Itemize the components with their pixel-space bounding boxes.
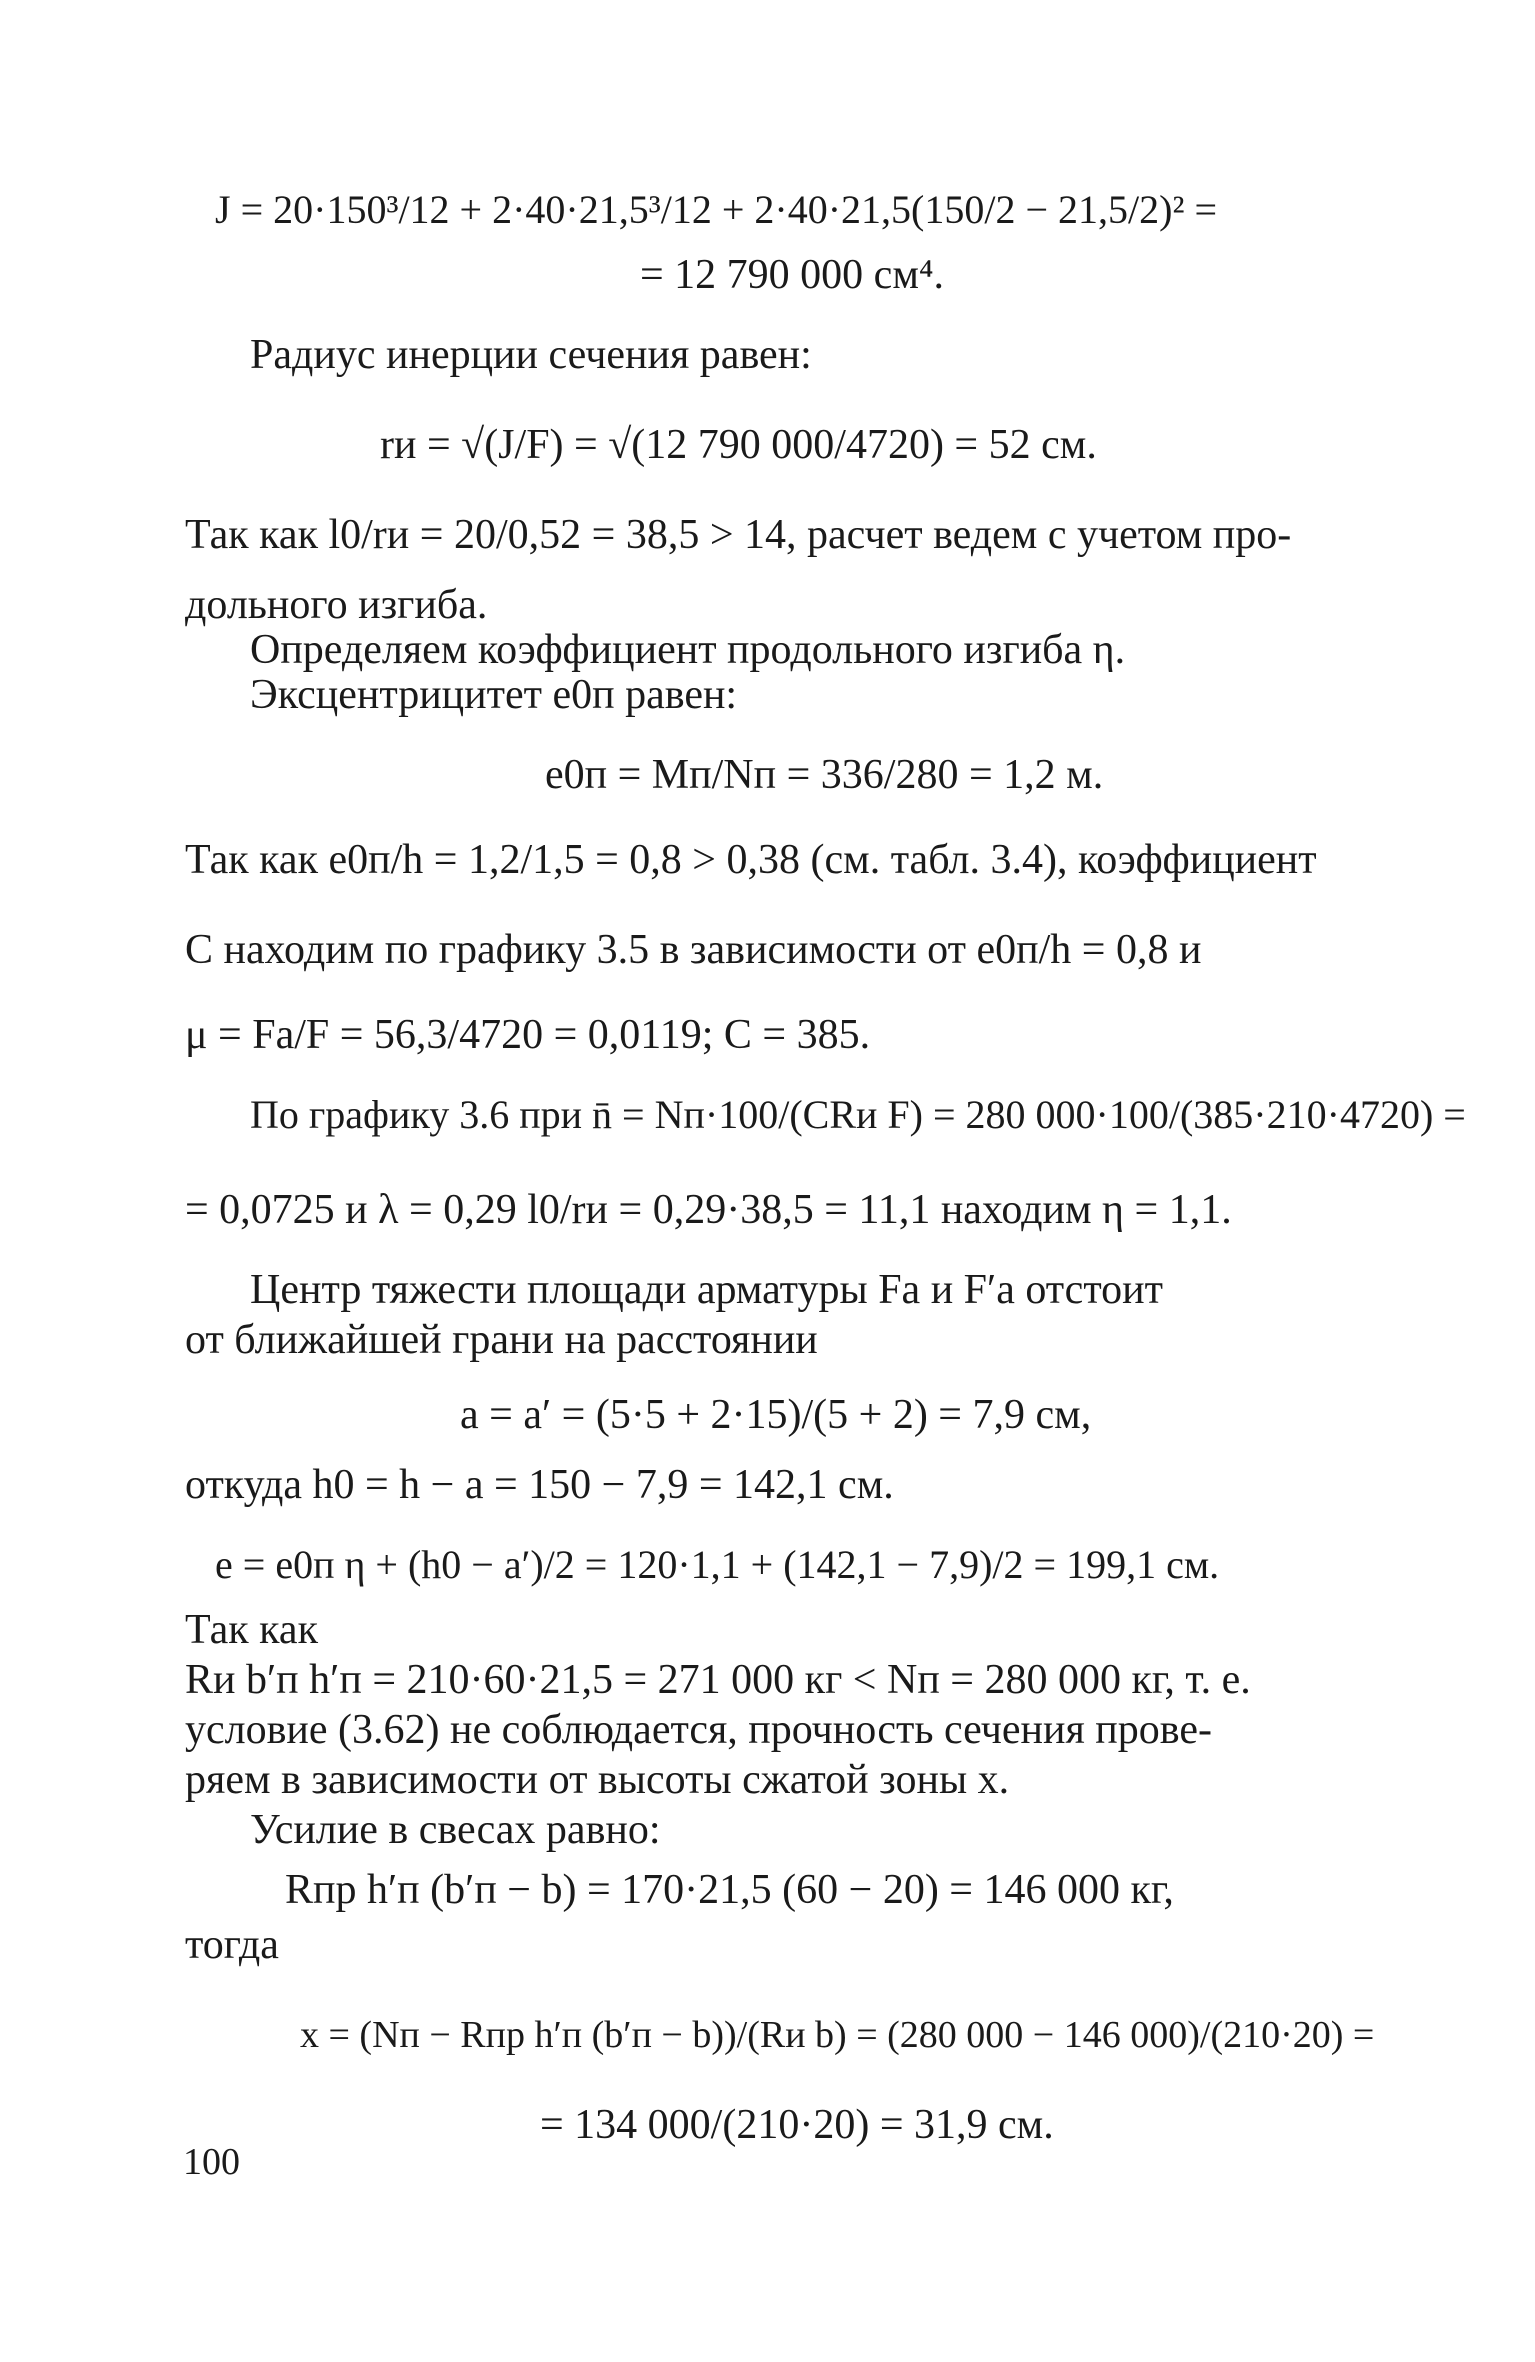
paragraph-since: Так как: [185, 1607, 318, 1653]
paragraph-rb: Rи b′п h′п = 210·60·21,5 = 271 000 кг < Nп = 280 000 кг, т. е.: [185, 1657, 1251, 1703]
page-number: 100: [183, 2141, 240, 2183]
paragraph-graph36: По графику 3.6 при n̄ = Nп·100/(CRи F) = 280 000·100/(385·210·4720) =: [250, 1092, 1466, 1137]
paragraph-determine-eta: Определяем коэффициент продольного изгиба η.: [250, 627, 1126, 673]
equation-a: a = a′ = (5·5 + 2·15)/(5 + 2) = 7,9 см,: [460, 1392, 1092, 1438]
paragraph-condition: условие (3.62) не соблюдается, прочность сечения прове-: [185, 1707, 1212, 1753]
paragraph-h0: откуда h0 = h − a = 150 − 7,9 = 142,1 см.: [185, 1462, 894, 1508]
paragraph-centroid-cont: от ближайшей грани на расстоянии: [185, 1317, 818, 1363]
paragraph-then: тогда: [185, 1922, 279, 1968]
equation-force: Rпр h′п (b′п − b) = 170·21,5 (60 − 20) = 146 000 кг,: [285, 1867, 1174, 1913]
paragraph-radius-intro: Радиус инерции сечения равен:: [250, 332, 812, 378]
paragraph-force-intro: Усилие в свесах равно:: [250, 1807, 661, 1853]
equation-mu: μ = Fа/F = 56,3/4720 = 0,0119; C = 385.: [185, 1012, 871, 1058]
equation-x-result: = 134 000/(210·20) = 31,9 см.: [540, 2102, 1054, 2148]
paragraph-condition-cont: ряем в зависимости от высоты сжатой зоны x.: [185, 1757, 1010, 1803]
paragraph-since-l0: Так как l0/rи = 20/0,52 = 38,5 > 14, расчет ведем с учетом про-: [185, 512, 1292, 558]
paragraph-since-l0-cont: дольного изгиба.: [185, 582, 488, 628]
paragraph-graph36-cont: = 0,0725 и λ = 0,29 l0/rи = 0,29·38,5 = 11,1 находим η = 1,1.: [185, 1187, 1232, 1233]
equation-radius: rи = √(J/F) = √(12 790 000/4720) = 52 см.: [380, 422, 1097, 468]
paragraph-eccentricity-intro: Эксцентрицитет e0п равен:: [250, 672, 738, 718]
equation-x: x = (Nп − Rпр h′п (b′п − b))/(Rи b) = (280 000 − 146 000)/(210·20) =: [300, 2014, 1375, 2056]
equation-e: e = e0п η + (h0 − a′)/2 = 120·1,1 + (142,1 − 7,9)/2 = 199,1 см.: [215, 1542, 1220, 1587]
paragraph-since-e0h: Так как e0п/h = 1,2/1,5 = 0,8 > 0,38 (см. табл. 3.4), коэффициент: [185, 837, 1317, 883]
equation-J: J = 20·150³/12 + 2·40·21,5³/12 + 2·40·21,5(150/2 − 21,5/2)² =: [215, 187, 1218, 232]
paragraph-c-graph: C находим по графику 3.5 в зависимости от e0п/h = 0,8 и: [185, 927, 1202, 973]
equation-J-result: = 12 790 000 см⁴.: [640, 252, 945, 298]
paragraph-centroid: Центр тяжести площади арматуры Fа и F′а отстоит: [250, 1267, 1163, 1313]
equation-e0: e0п = Mп/Nп = 336/280 = 1,2 м.: [545, 752, 1104, 798]
